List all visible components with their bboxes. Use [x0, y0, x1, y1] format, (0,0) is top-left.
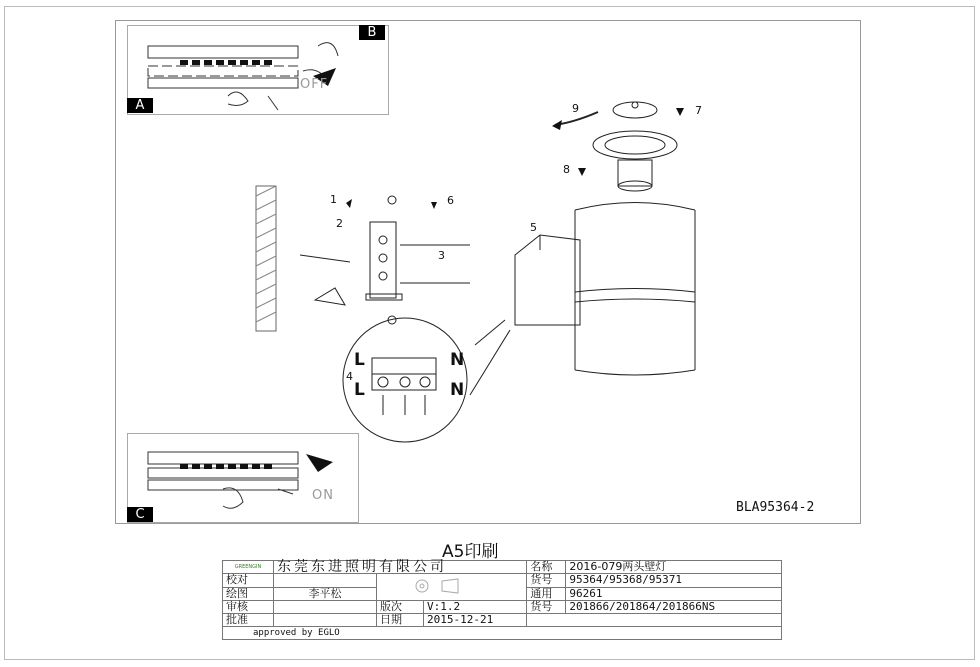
name-label: 名称 [527, 561, 566, 574]
name-value: 2016-079两头壁灯 [566, 561, 782, 574]
common-label-1: 通用 [527, 587, 566, 601]
terminal-l-bottom: L [354, 380, 365, 400]
step-1: 1 [330, 193, 337, 206]
model-code: BLA95364-2 [736, 500, 815, 515]
terminal-n-top: N [450, 350, 465, 370]
step-9: 9 [572, 102, 579, 115]
step-5: 5 [530, 221, 537, 234]
blank-cell [527, 614, 782, 627]
step-7: 7 [695, 104, 702, 117]
panel-a-label: A [127, 98, 153, 113]
review-label: 审核 [223, 601, 274, 614]
step-2: 2 [336, 217, 343, 230]
approve-label: 批准 [223, 614, 274, 627]
terminal-n-bottom: N [450, 380, 465, 400]
step-8: 8 [563, 163, 570, 176]
item-label: 货号 [527, 573, 566, 587]
draw-label: 绘图 [223, 587, 274, 601]
title-block [222, 560, 782, 640]
panel-c-label: C [127, 507, 153, 522]
projection-symbol [377, 573, 527, 600]
version-label: 版次 [377, 601, 424, 614]
print-size: A5印刷 [442, 542, 499, 562]
draw-value: 李平松 [274, 587, 377, 601]
check-value [274, 573, 377, 587]
company-name: 东莞东进照明有限公司 [274, 561, 527, 574]
step-3: 3 [438, 249, 445, 262]
company-logo: GREENGIN [223, 561, 274, 574]
step-6: 6 [447, 194, 454, 207]
version-value: V:1.2 [424, 601, 527, 614]
terminal-l-top: L [354, 350, 365, 370]
check-label: 校对 [223, 573, 274, 587]
common-value-1: 96261 [566, 587, 782, 601]
review-value [274, 601, 377, 614]
switch-on-label: ON [312, 488, 334, 503]
panel-b-label: B [359, 25, 385, 40]
common-label-2: 货号 [527, 601, 566, 614]
step-4: 4 [346, 370, 353, 383]
date-label: 日期 [377, 614, 424, 627]
approved-by: approved by EGLO [223, 627, 782, 640]
date-value: 2015-12-21 [424, 614, 527, 627]
switch-off-label: OFF [300, 77, 329, 92]
common-value-2: 201866/201864/201866NS [566, 601, 782, 614]
item-value: 95364/95368/95371 [566, 573, 782, 587]
approve-value [274, 614, 377, 627]
